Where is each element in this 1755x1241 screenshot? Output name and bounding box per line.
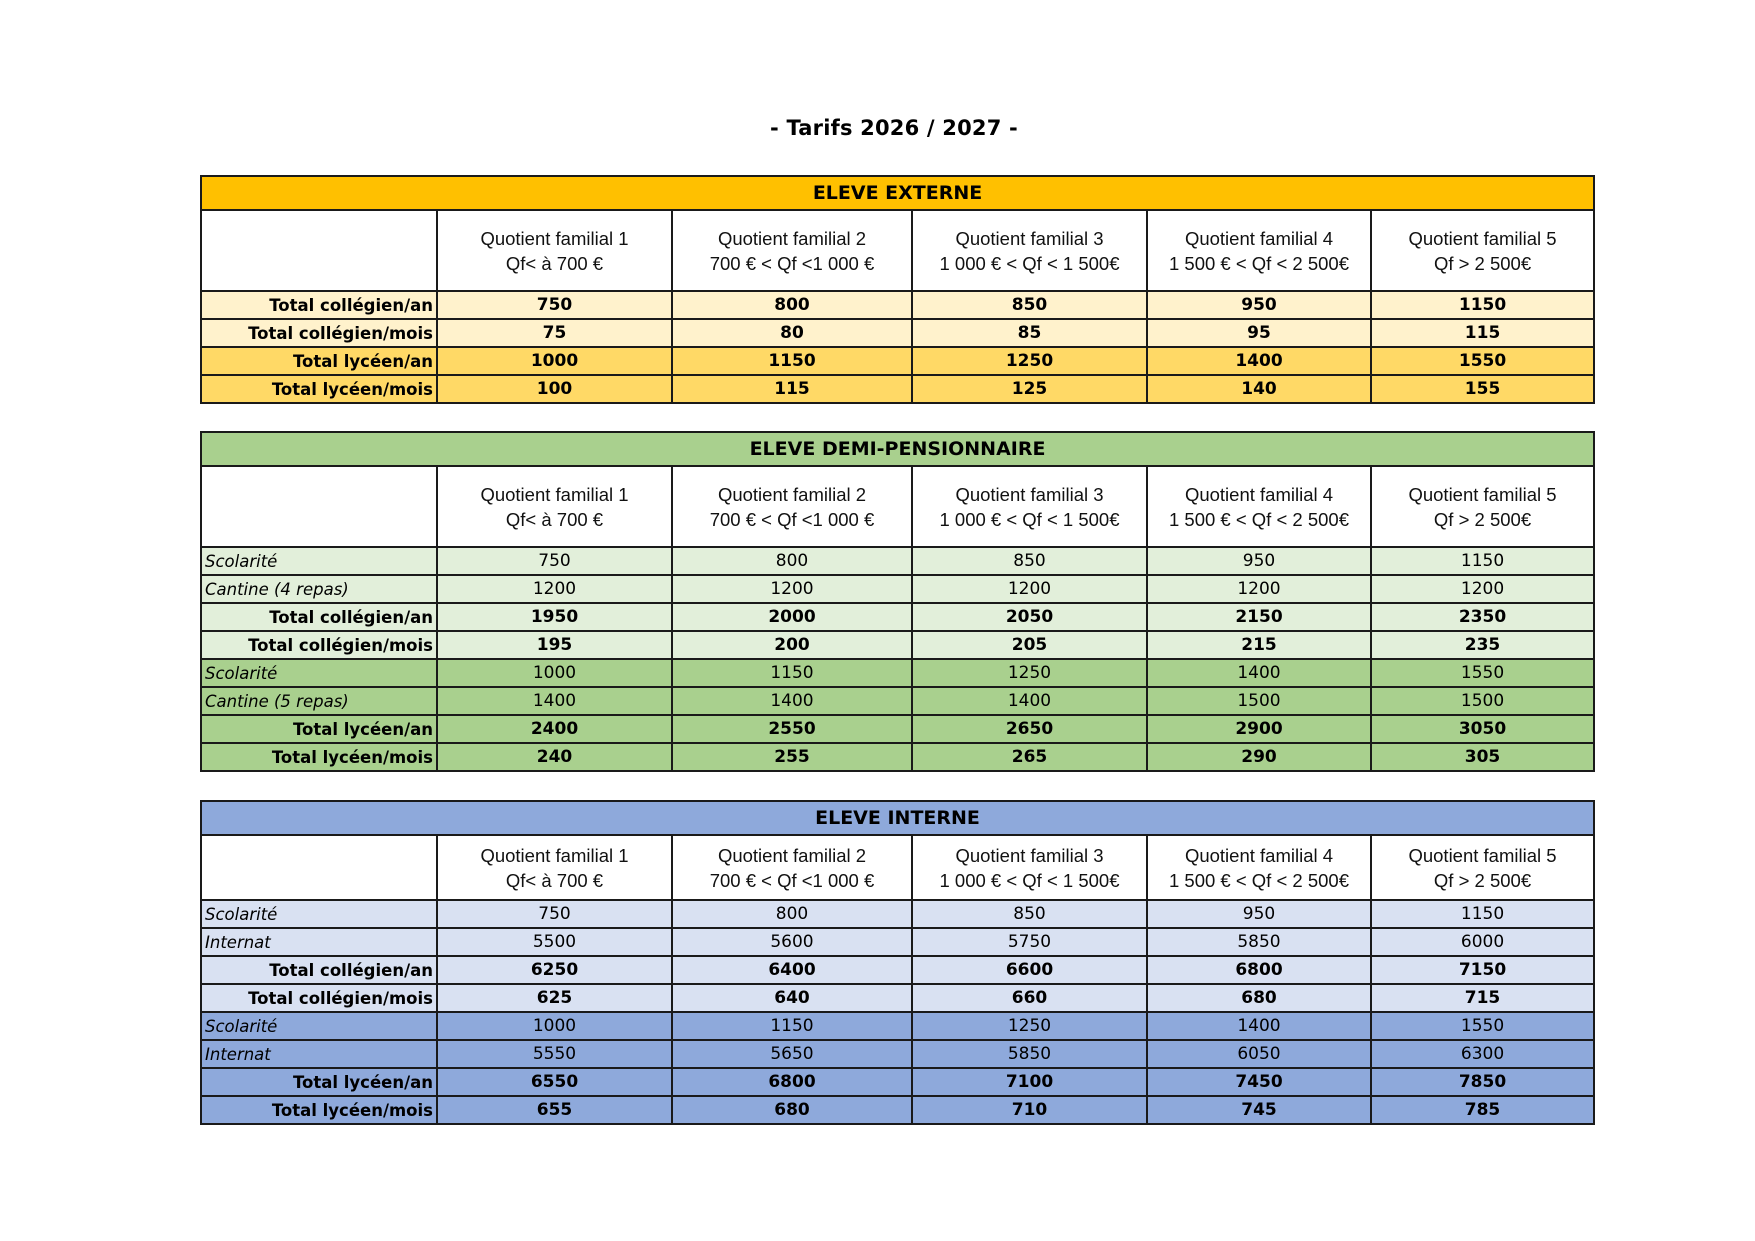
table-row	[201, 900, 1594, 928]
price-cell-qf2: 640	[672, 984, 912, 1012]
price-cell-qf5: 1550	[1371, 1012, 1594, 1040]
price-cell-qf1: 240	[437, 743, 672, 771]
price-cell-qf1: 195	[437, 631, 672, 659]
corner-cell	[201, 835, 437, 900]
column-header-range: 1 500 € < Qf < 2 500€	[1168, 508, 1349, 530]
price-cell-qf3: 85	[912, 319, 1147, 347]
price-cell-qf4: 95	[1147, 319, 1371, 347]
column-header-title: Quotient familial 4	[1184, 844, 1334, 866]
price-cell-qf2: 6800	[672, 1068, 912, 1096]
price-cell-qf3: 5850	[912, 1040, 1147, 1068]
price-cell-qf1: 1200	[437, 575, 672, 603]
section-title: ELEVE DEMI-PENSIONNAIRE	[201, 432, 1594, 466]
price-cell-qf5: 2350	[1371, 603, 1594, 631]
column-header-qf1	[437, 835, 672, 900]
price-cell-qf3: 850	[912, 547, 1147, 575]
price-cell-qf3: 710	[912, 1096, 1147, 1124]
column-header-title: Quotient familial 1	[480, 483, 629, 505]
row-label: Scolarité	[201, 900, 437, 928]
row-label: Total lycéen/an	[201, 1068, 437, 1096]
price-cell-qf1: 1000	[437, 1012, 672, 1040]
page-title: - Tarifs 2026 / 2027 -	[770, 116, 1018, 140]
table-row	[201, 375, 1594, 403]
price-cell-qf5: 1150	[1371, 291, 1594, 319]
price-cell-qf2: 255	[672, 743, 912, 771]
table-eleve-externe	[200, 175, 1595, 404]
price-cell-qf4: 950	[1147, 547, 1371, 575]
price-cell-qf1: 1400	[437, 687, 672, 715]
price-cell-qf2: 1400	[672, 687, 912, 715]
column-header-qf3	[912, 466, 1147, 547]
price-cell-qf5: 1150	[1371, 547, 1594, 575]
price-cell-qf2: 800	[672, 547, 912, 575]
column-header-qf1	[437, 466, 672, 547]
column-header-qf1	[437, 210, 672, 291]
price-cell-qf3: 205	[912, 631, 1147, 659]
column-header-range: Qf > 2 500€	[1433, 869, 1532, 891]
price-cell-qf1: 75	[437, 319, 672, 347]
column-header-title: Quotient familial 3	[955, 227, 1104, 249]
price-cell-qf1: 1000	[437, 347, 672, 375]
row-label: Total collégien/an	[201, 956, 437, 984]
row-label: Scolarité	[201, 659, 437, 687]
table-row	[201, 659, 1594, 687]
table-row	[201, 575, 1594, 603]
price-cell-qf3: 850	[912, 900, 1147, 928]
table-row	[201, 319, 1594, 347]
section-title: ELEVE INTERNE	[201, 801, 1594, 835]
row-label: Total collégien/an	[201, 291, 437, 319]
column-header-range: 1 500 € < Qf < 2 500€	[1168, 869, 1349, 891]
table-eleve-demi-pensionnaire	[200, 431, 1595, 772]
price-cell-qf3: 850	[912, 291, 1147, 319]
column-header-title: Quotient familial 5	[1408, 227, 1557, 249]
column-header-range: 1 000 € < Qf < 1 500€	[939, 869, 1120, 891]
price-cell-qf1: 625	[437, 984, 672, 1012]
price-cell-qf5: 1550	[1371, 659, 1594, 687]
column-header-qf3	[912, 210, 1147, 291]
corner-cell	[201, 466, 437, 547]
price-cell-qf3: 265	[912, 743, 1147, 771]
row-label: Internat	[201, 1040, 437, 1068]
table-row	[201, 347, 1594, 375]
table-row	[201, 1012, 1594, 1040]
column-header-title: Quotient familial 4	[1184, 227, 1334, 249]
row-label: Cantine (4 repas)	[201, 575, 437, 603]
table-row	[201, 928, 1594, 956]
price-cell-qf4: 1400	[1147, 1012, 1371, 1040]
column-header-qf5	[1371, 210, 1594, 291]
price-cell-qf5: 1150	[1371, 900, 1594, 928]
price-cell-qf4: 1200	[1147, 575, 1371, 603]
column-header-title: Quotient familial 2	[717, 227, 867, 249]
price-cell-qf2: 1150	[672, 1012, 912, 1040]
price-cell-qf5: 305	[1371, 743, 1594, 771]
price-cell-qf1: 655	[437, 1096, 672, 1124]
price-cell-qf2: 5650	[672, 1040, 912, 1068]
price-cell-qf4: 680	[1147, 984, 1371, 1012]
price-cell-qf4: 6050	[1147, 1040, 1371, 1068]
row-label: Total collégien/an	[201, 603, 437, 631]
price-cell-qf4: 1400	[1147, 347, 1371, 375]
row-label: Total lycéen/mois	[201, 1096, 437, 1124]
row-label: Total collégien/mois	[201, 631, 437, 659]
column-header-qf4	[1147, 835, 1371, 900]
corner-cell	[201, 210, 437, 291]
price-cell-qf4: 745	[1147, 1096, 1371, 1124]
column-header-qf5	[1371, 466, 1594, 547]
price-cell-qf3: 7100	[912, 1068, 1147, 1096]
price-cell-qf1: 100	[437, 375, 672, 403]
table-row	[201, 1040, 1594, 1068]
column-header-range: Qf > 2 500€	[1433, 508, 1532, 530]
price-cell-qf2: 680	[672, 1096, 912, 1124]
price-cell-qf3: 1400	[912, 687, 1147, 715]
table-row	[201, 687, 1594, 715]
price-cell-qf5: 7850	[1371, 1068, 1594, 1096]
column-header-range: 700 € < Qf <1 000 €	[709, 508, 875, 530]
price-cell-qf4: 215	[1147, 631, 1371, 659]
price-cell-qf5: 115	[1371, 319, 1594, 347]
price-cell-qf4: 7450	[1147, 1068, 1371, 1096]
price-cell-qf5: 6000	[1371, 928, 1594, 956]
price-cell-qf4: 2150	[1147, 603, 1371, 631]
price-cell-qf2: 800	[672, 900, 912, 928]
price-cell-qf5: 6300	[1371, 1040, 1594, 1068]
price-cell-qf4: 950	[1147, 900, 1371, 928]
price-cell-qf4: 290	[1147, 743, 1371, 771]
table-row	[201, 547, 1594, 575]
column-header-title: Quotient familial 1	[480, 844, 629, 866]
price-cell-qf4: 1400	[1147, 659, 1371, 687]
table-row	[201, 743, 1594, 771]
table-row	[201, 631, 1594, 659]
row-label: Internat	[201, 928, 437, 956]
price-cell-qf1: 6250	[437, 956, 672, 984]
price-cell-qf4: 5850	[1147, 928, 1371, 956]
price-cell-qf5: 1200	[1371, 575, 1594, 603]
column-header-range: 1 000 € < Qf < 1 500€	[939, 508, 1120, 530]
price-cell-qf3: 2650	[912, 715, 1147, 743]
column-header-title: Quotient familial 3	[955, 844, 1104, 866]
price-cell-qf4: 6800	[1147, 956, 1371, 984]
price-cell-qf4: 2900	[1147, 715, 1371, 743]
price-cell-qf2: 200	[672, 631, 912, 659]
price-cell-qf5: 1550	[1371, 347, 1594, 375]
row-label: Total lycéen/mois	[201, 743, 437, 771]
price-cell-qf2: 5600	[672, 928, 912, 956]
column-header-range: 1 000 € < Qf < 1 500€	[939, 252, 1120, 274]
row-label: Total lycéen/an	[201, 347, 437, 375]
column-header-qf3	[912, 835, 1147, 900]
column-header-qf5	[1371, 835, 1594, 900]
column-header-qf4	[1147, 210, 1371, 291]
column-header-qf4	[1147, 466, 1371, 547]
table-row	[201, 956, 1594, 984]
row-label: Total lycéen/an	[201, 715, 437, 743]
price-cell-qf2: 1150	[672, 347, 912, 375]
price-cell-qf3: 1250	[912, 1012, 1147, 1040]
price-cell-qf3: 1200	[912, 575, 1147, 603]
price-cell-qf4: 950	[1147, 291, 1371, 319]
column-header-range: 1 500 € < Qf < 2 500€	[1168, 252, 1349, 274]
column-header-range: 700 € < Qf <1 000 €	[709, 252, 875, 274]
column-header-range: Qf< à 700 €	[505, 869, 604, 891]
price-cell-qf2: 2550	[672, 715, 912, 743]
price-cell-qf3: 660	[912, 984, 1147, 1012]
row-label: Scolarité	[201, 547, 437, 575]
row-label: Total collégien/mois	[201, 319, 437, 347]
price-cell-qf5: 1500	[1371, 687, 1594, 715]
table-row	[201, 1096, 1594, 1124]
column-header-qf2	[672, 466, 912, 547]
price-cell-qf4: 140	[1147, 375, 1371, 403]
price-cell-qf3: 6600	[912, 956, 1147, 984]
price-cell-qf1: 750	[437, 900, 672, 928]
column-header-qf2	[672, 835, 912, 900]
table-row	[201, 984, 1594, 1012]
column-header-range: Qf< à 700 €	[505, 252, 604, 274]
price-cell-qf1: 6550	[437, 1068, 672, 1096]
column-header-title: Quotient familial 5	[1408, 844, 1557, 866]
column-header-range: 700 € < Qf <1 000 €	[709, 869, 875, 891]
table-row	[201, 1068, 1594, 1096]
price-cell-qf1: 5550	[437, 1040, 672, 1068]
table-row	[201, 603, 1594, 631]
price-cell-qf3: 1250	[912, 347, 1147, 375]
price-cell-qf3: 1250	[912, 659, 1147, 687]
price-cell-qf1: 5500	[437, 928, 672, 956]
column-header-title: Quotient familial 5	[1408, 483, 1557, 505]
table-eleve-interne	[200, 800, 1595, 1125]
price-cell-qf5: 785	[1371, 1096, 1594, 1124]
row-label: Cantine (5 repas)	[201, 687, 437, 715]
price-cell-qf4: 1500	[1147, 687, 1371, 715]
price-cell-qf1: 1000	[437, 659, 672, 687]
price-cell-qf1: 750	[437, 547, 672, 575]
price-cell-qf2: 1200	[672, 575, 912, 603]
price-cell-qf5: 235	[1371, 631, 1594, 659]
row-label: Total lycéen/mois	[201, 375, 437, 403]
price-cell-qf5: 715	[1371, 984, 1594, 1012]
price-cell-qf2: 80	[672, 319, 912, 347]
price-cell-qf5: 155	[1371, 375, 1594, 403]
price-cell-qf2: 1150	[672, 659, 912, 687]
price-cell-qf2: 800	[672, 291, 912, 319]
price-cell-qf3: 125	[912, 375, 1147, 403]
price-cell-qf3: 2050	[912, 603, 1147, 631]
price-cell-qf5: 3050	[1371, 715, 1594, 743]
table-row	[201, 715, 1594, 743]
column-header-title: Quotient familial 3	[955, 483, 1104, 505]
column-header-range: Qf > 2 500€	[1433, 252, 1532, 274]
table-row	[201, 291, 1594, 319]
price-cell-qf2: 115	[672, 375, 912, 403]
price-cell-qf5: 7150	[1371, 956, 1594, 984]
price-cell-qf1: 2400	[437, 715, 672, 743]
column-header-title: Quotient familial 2	[717, 844, 867, 866]
row-label: Total collégien/mois	[201, 984, 437, 1012]
row-label: Scolarité	[201, 1012, 437, 1040]
price-cell-qf1: 750	[437, 291, 672, 319]
price-cell-qf2: 2000	[672, 603, 912, 631]
column-header-title: Quotient familial 4	[1184, 483, 1334, 505]
section-title: ELEVE EXTERNE	[201, 176, 1594, 210]
column-header-qf2	[672, 210, 912, 291]
column-header-title: Quotient familial 1	[480, 227, 629, 249]
column-header-range: Qf< à 700 €	[505, 508, 604, 530]
price-cell-qf2: 6400	[672, 956, 912, 984]
price-cell-qf3: 5750	[912, 928, 1147, 956]
price-cell-qf1: 1950	[437, 603, 672, 631]
column-header-title: Quotient familial 2	[717, 483, 867, 505]
